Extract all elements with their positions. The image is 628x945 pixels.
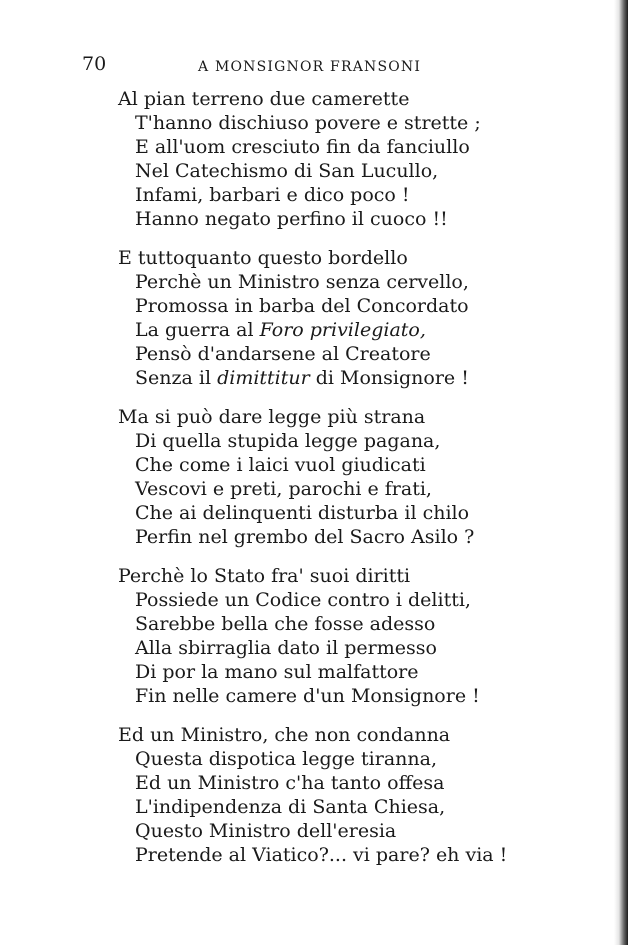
italic-phrase: Foro privilegiato,	[259, 319, 426, 341]
verse-line	[135, 321, 426, 340]
verse-line: Pretende al Viatico?... vi pare? eh via !	[135, 844, 508, 866]
verse-line: Ed un Ministro, che non condanna	[118, 724, 451, 746]
verse-line: E all'uom cresciuto fin da fanciullo	[135, 136, 470, 158]
verse-line: T'hanno dischiuso povere e strette ;	[135, 112, 481, 134]
verse-line: Questo Ministro dell'eresia	[135, 820, 397, 842]
verse-line: Alla sbirraglia dato il permesso	[135, 637, 437, 659]
verse-line: Che ai delinquenti disturba il chilo	[135, 502, 470, 524]
verse-line: Pensò d'andarsene al Creatore	[135, 343, 431, 365]
verse-line: Di por la mano sul malfattore	[135, 661, 419, 683]
verse-line: Fin nelle camere d'un Monsignore !	[135, 685, 480, 707]
verse-line: Perchè lo Stato fra' suoi diritti	[118, 565, 411, 587]
verse-line: Al pian terreno due camerette	[118, 88, 410, 110]
verse-line: Vescovi e preti, parochi e frati,	[135, 478, 432, 500]
verse-line: Ma si può dare legge più strana	[118, 406, 426, 428]
verse-line: Infami, barbari e dico poco !	[135, 184, 410, 206]
verse-text: di Monsignore !	[309, 367, 469, 389]
verse-line: Perchè un Ministro senza cervello,	[135, 271, 469, 293]
verse-line: Ed un Ministro c'ha tanto offesa	[135, 772, 445, 794]
verse-text: Senza il	[135, 367, 218, 389]
verse-line: Hanno negato perfino il cuoco !!	[135, 208, 448, 230]
verse-line: E tuttoquanto questo bordello	[118, 247, 408, 269]
verse-line: Di quella stupida legge pagana,	[135, 430, 441, 452]
verse-line: Promossa in barba del Concordato	[135, 295, 469, 317]
italic-phrase: dimittitur	[217, 367, 310, 389]
page-number: 70	[82, 53, 107, 75]
verse-line: L'indipendenza di Santa Chiesa,	[135, 796, 446, 818]
verse-line: Sarebbe bella che fosse adesso	[135, 613, 436, 635]
page-binding-edge	[614, 0, 628, 945]
running-title: A MONSIGNOR FRANSONI	[198, 59, 422, 75]
verse-line: Nel Catechismo di San Lucullo,	[135, 160, 439, 182]
verse-line: Questa dispotica legge tiranna,	[135, 748, 438, 770]
verse-line: Possiede un Codice contro i delitti,	[135, 589, 471, 611]
verse-text: La guerra al	[135, 319, 260, 341]
verse-line	[135, 369, 469, 388]
verse-line: Perfin nel grembo del Sacro Asilo ?	[135, 526, 475, 548]
verse-line: Che come i laici vuol giudicati	[135, 454, 426, 476]
